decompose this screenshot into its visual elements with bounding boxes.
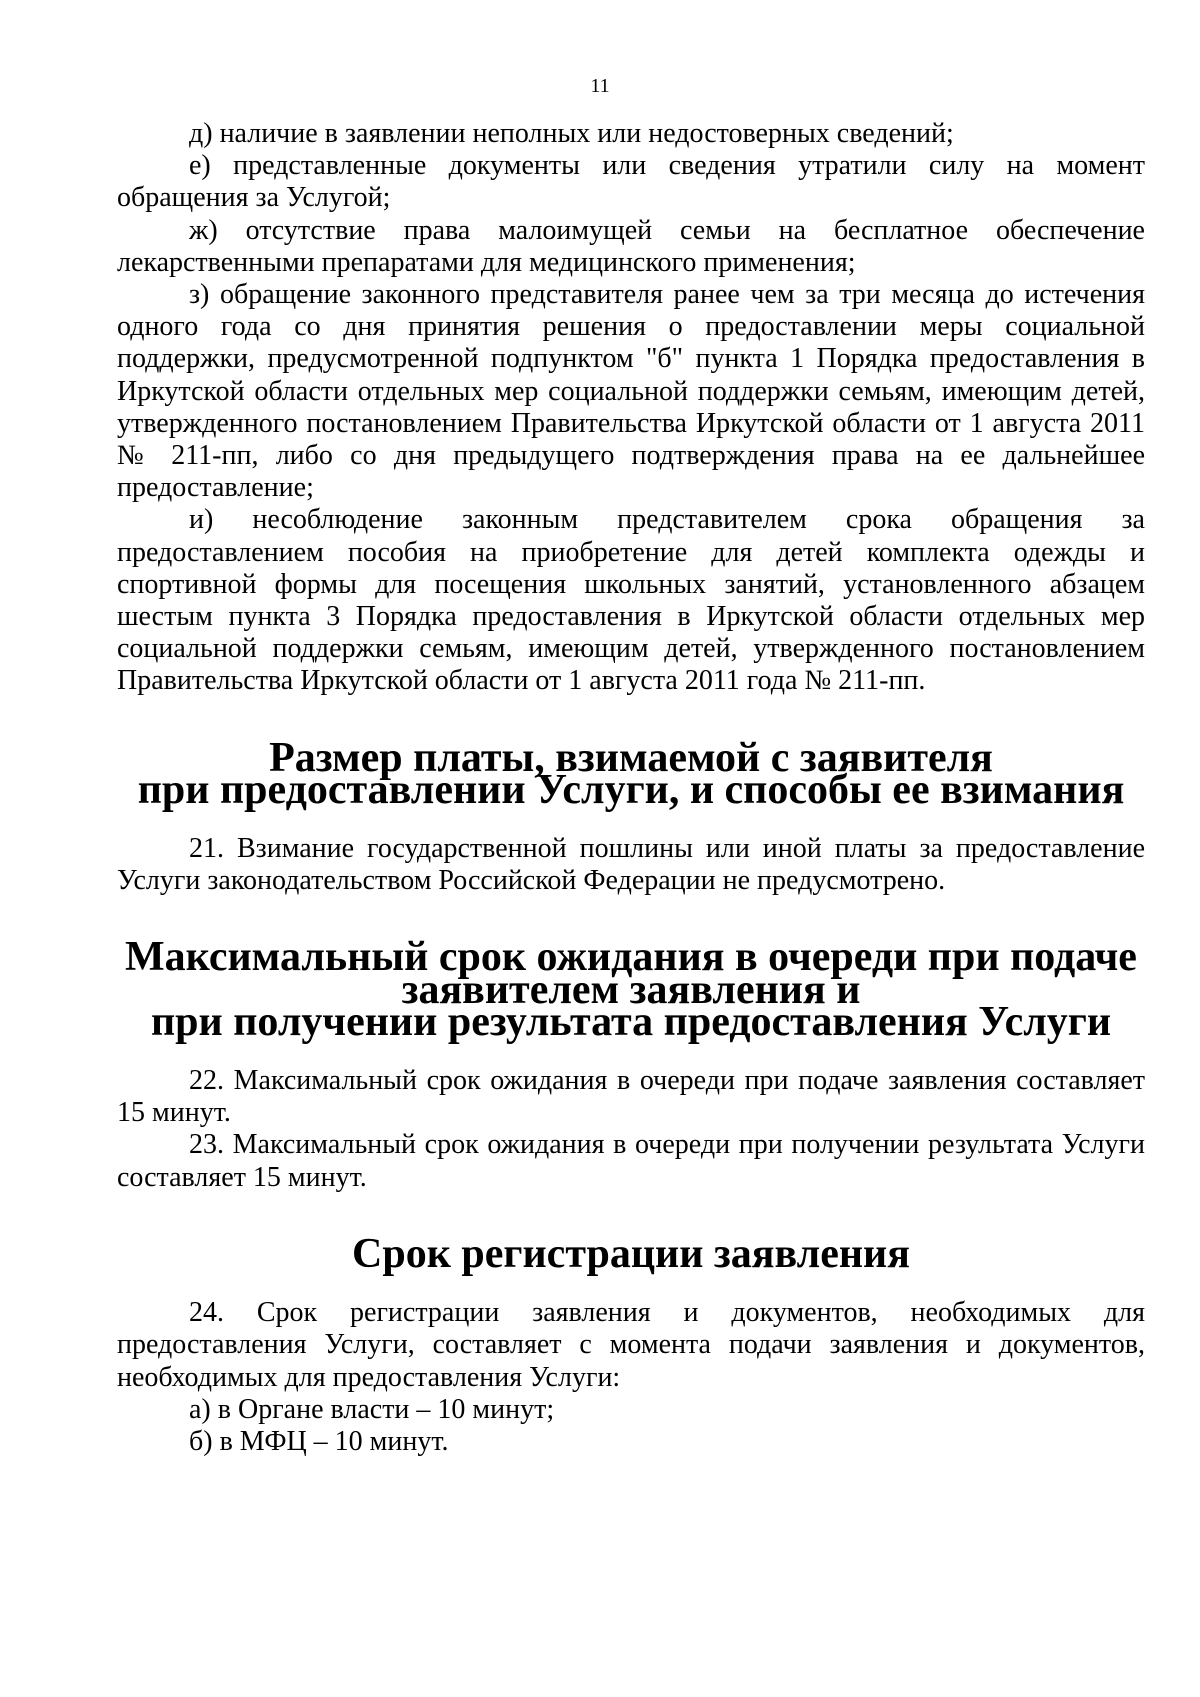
list-item-zh: ж) отсутствие права малоимущей семьи на бесплатное обеспечение лекарственными препаратами для медицинского применения; xyxy=(117,214,1145,278)
section-heading-fee xyxy=(117,734,1145,813)
heading-line: Срок регистрации заявления xyxy=(352,1230,910,1277)
section-heading-registration-time xyxy=(117,1230,1145,1277)
paragraph-22: 22. Максимальный срок ожидания в очереди при подаче заявления составляет 15 минут. xyxy=(117,1065,1145,1129)
document-body xyxy=(117,118,1145,1458)
list-item-e: е) представленные документы или сведения утратили силу на момент обращения за Услугой; xyxy=(117,150,1145,214)
heading-line: Максимальный срок ожидания в очереди при подаче заявителем заявления и xyxy=(125,934,1137,1013)
list-item-d: д) наличие в заявлении неполных или недостоверных сведений; xyxy=(189,118,954,149)
paragraph-24: 24. Срок регистрации заявления и документов, необходимых для предоставления Услуги, составляет с момента подачи заявления и документов, необходимых для предоставления Услуги: xyxy=(117,1297,1145,1393)
list-item-z: з) обращение законного представителя ранее чем за три месяца до истечения одного года со дня принятия решения о предоставлении меры социальной поддержки, предусмотренной подпунктом "б" пункта 1 Порядка предоставления в Иркутской области отдельных мер социальной поддержки семьям, имеющим детей, утвержденного постановлением Правительства Иркутской области от 1 августа 2011 № 211-пп, либо со дня предыдущего подтверждения права на ее дальнейшее предоставление; xyxy=(117,279,1145,504)
paragraph-24-b: б) в МФЦ – 10 минут. xyxy=(189,1425,449,1457)
page-number: 11 xyxy=(590,75,610,97)
heading-line: при получении результата предоставления Услуги xyxy=(150,998,1112,1045)
paragraph-24-a: а) в Органе власти – 10 минут; xyxy=(189,1393,555,1425)
paragraph-21: 21. Взимание государственной пошлины или иной платы за предоставление Услуги законодательством Российской Федерации не предусмотрено. xyxy=(117,833,1145,897)
section-heading-queue-time xyxy=(117,934,1145,1045)
heading-line: при предоставлении Услуги, и способы ее взимания xyxy=(137,766,1125,813)
heading-line: Размер платы, взимаемой с заявителя xyxy=(269,734,993,781)
paragraph-23: 23. Максимальный срок ожидания в очереди при получении результата Услуги составляет 15 минут. xyxy=(117,1129,1145,1193)
list-item-i: и) несоблюдение законным представителем срока обращения за предоставлением пособия на приобретение для детей комплекта одежды и спортивной формы для посещения школьных занятий, установленного абзацем шестым пункта 3 Порядка предоставления в Иркутской области отдельных мер социальной поддержки семьям, имеющим детей, утвержденного постановлением Правительства Иркутской области от 1 августа 2011 года № 211-пп. xyxy=(117,504,1145,697)
